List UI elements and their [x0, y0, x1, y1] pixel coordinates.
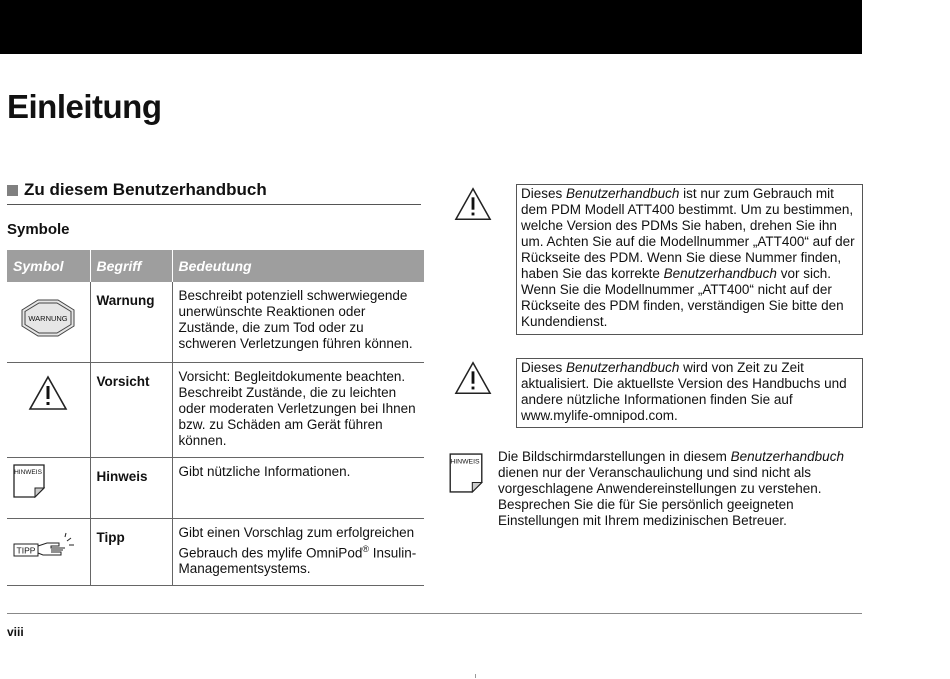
header-symbol: Symbol	[7, 250, 90, 282]
caution-triangle-icon	[28, 375, 68, 411]
note-page-icon	[449, 453, 483, 493]
note-symbol-label: HINWEIS	[14, 468, 42, 476]
table-row	[7, 457, 424, 518]
caution-triangle-icon	[454, 186, 492, 222]
note-symbol-label: HINWEIS	[450, 458, 480, 466]
page-number: viii	[7, 625, 24, 639]
center-tick-mark	[475, 674, 476, 678]
header-term: Begriff	[90, 250, 172, 282]
symbols-table	[7, 250, 424, 586]
symbol-cell	[7, 282, 90, 362]
symbols-subheading: Symbole	[7, 221, 70, 238]
screen-illustration-note: Die Bildschirmdarstellungen in diesem Benutzerhandbuch dienen nur der Veranschaulichung und sind nicht als vorgeschlagene Anwendereinstellungen zu verstehen. Besprechen Sie die für Sie persönlich geeigneten Einstellungen mit Ihrem medizinischen Betreuer.	[498, 449, 844, 528]
warning-symbol-label: WARNUNG	[28, 314, 68, 323]
term-cell: Tipp	[90, 518, 172, 586]
tip-hand-icon	[13, 531, 77, 559]
term-cell: Warnung	[90, 282, 172, 362]
meaning-cell: Gibt nützliche Informationen.	[172, 457, 424, 518]
top-black-bar	[0, 0, 862, 54]
meaning-cell: Vorsicht: Begleitdokumente beachten. Beschreibt Zustände, die zu leichten oder moderaten Verletzungen bei Ihnen bzw. zu Schäden am Gerät führen können.	[172, 362, 424, 457]
meaning-cell: Gibt einen Vorschlag zum erfolgreichen Gebrauch des mylife OmniPod® Insulin-Managementsystems.	[172, 518, 424, 586]
symbol-cell	[7, 457, 90, 518]
section-heading	[7, 180, 421, 205]
symbol-cell	[7, 362, 90, 457]
tip-symbol-label: TIPP	[16, 545, 36, 555]
caution-triangle-icon	[454, 360, 492, 396]
meaning-cell: Beschreibt potenziell schwerwiegende unerwünschte Reaktionen oder Zustände, die zum Tod oder zu schweren Verletzungen führen können.	[172, 282, 424, 362]
table-row	[7, 518, 424, 586]
footer-divider	[7, 613, 862, 614]
table-row	[7, 282, 424, 362]
symbol-cell	[7, 518, 90, 586]
term-cell: Vorsicht	[90, 362, 172, 457]
update-note-box: Dieses Benutzerhandbuch wird von Zeit zu Zeit aktualisiert. Die aktuellste Version des Handbuchs und andere nützliche Informationen finden Sie auf www.mylife-omnipod.com.	[516, 358, 863, 428]
header-meaning: Bedeutung	[172, 250, 424, 282]
page-title: Einleitung	[7, 88, 162, 125]
warning-octagon-icon	[20, 298, 76, 338]
note-page-icon	[13, 464, 45, 498]
model-note-box: Dieses Benutzerhandbuch ist nur zum Gebrauch mit dem PDM Modell ATT400 bestimmt. Um zu bestimmen, welche Version des PDMs Sie haben, drehen Sie ihn um. Achten Sie auf die Modellnummer „ATT400“ auf der Rückseite des PDM. Wenn Sie diese Nummer finden, haben Sie das korrekte Benutzerhandbuch vor sich. Wenn Sie die Modellnummer „ATT400“ nicht auf der Rückseite des PDM finden, verständigen Sie bitte den Kundendienst.	[516, 184, 863, 335]
table-header-row	[7, 250, 424, 282]
section-heading-text: Zu diesem Benutzerhandbuch	[24, 180, 267, 199]
term-cell: Hinweis	[90, 457, 172, 518]
table-row	[7, 362, 424, 457]
section-square-icon	[7, 185, 18, 196]
